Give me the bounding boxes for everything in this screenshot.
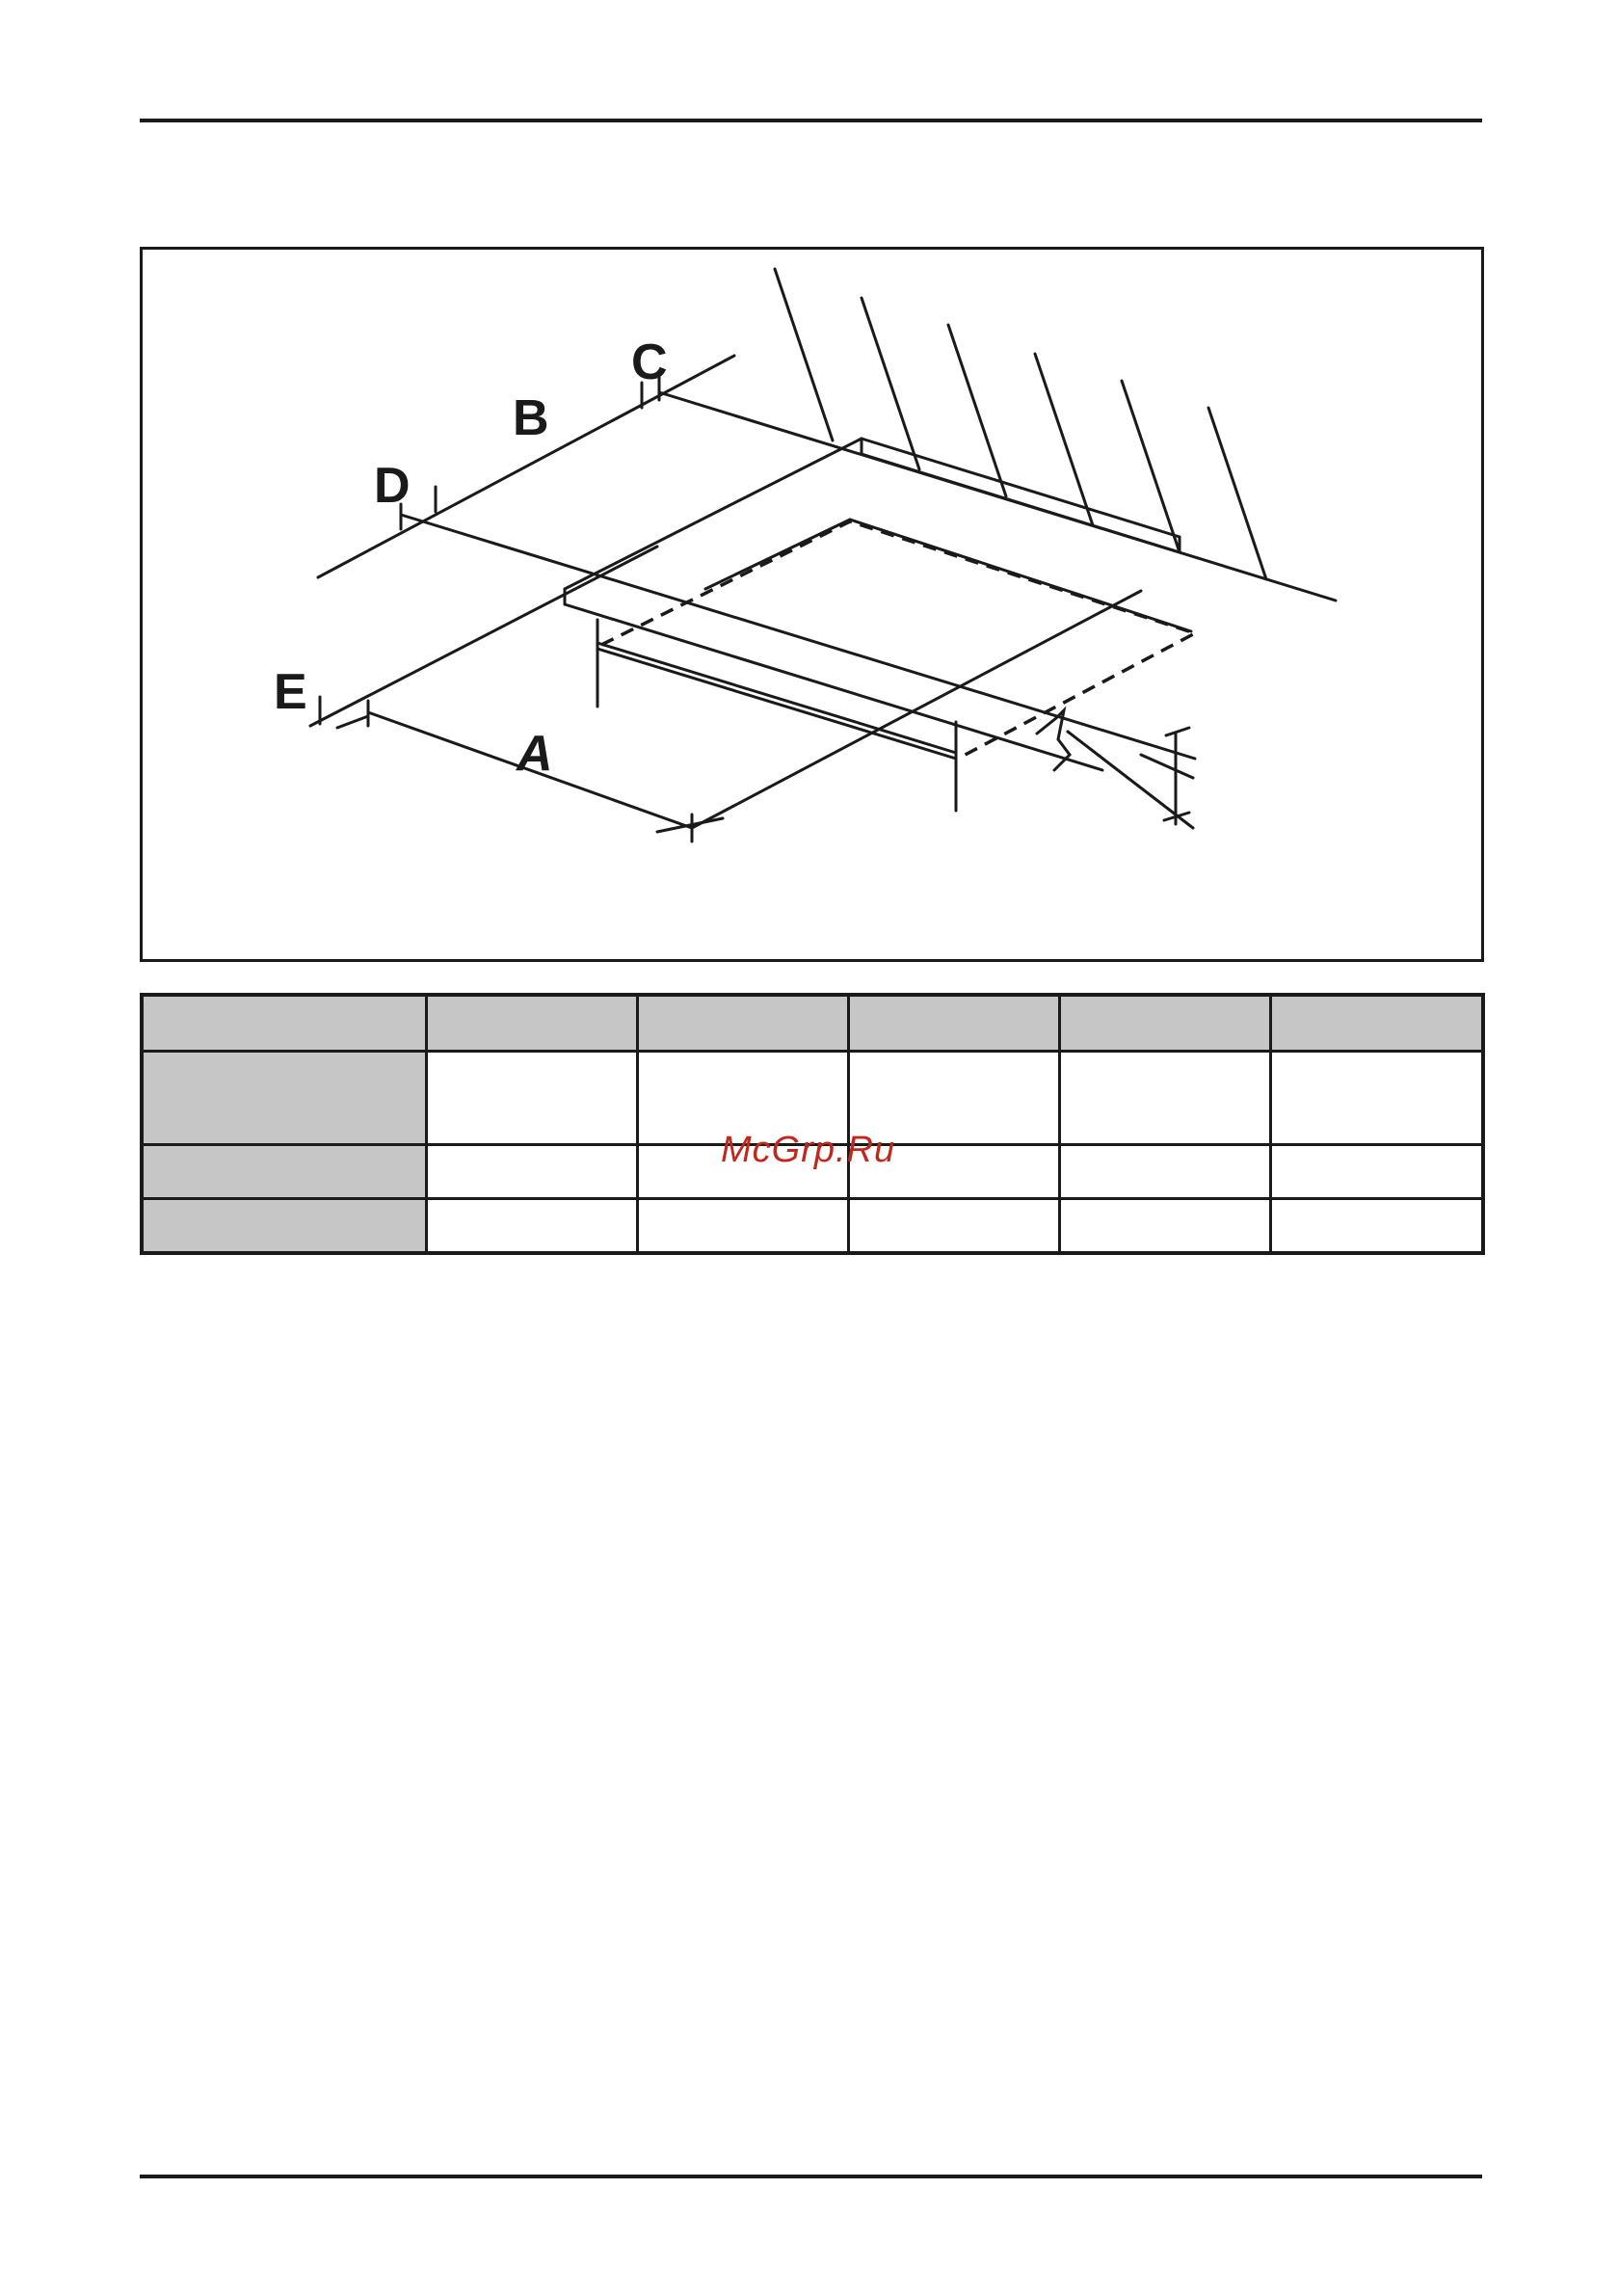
table-cell <box>1270 1051 1483 1144</box>
dimension-label-d: D <box>374 458 411 514</box>
table-header-row <box>142 995 1483 1051</box>
table-header-cell <box>1059 995 1270 1051</box>
table-row-header <box>142 1144 426 1198</box>
table-header-cell <box>848 995 1059 1051</box>
table-cell <box>426 1144 637 1198</box>
dimension-label-a: A <box>517 726 553 782</box>
diagram-drawing <box>143 250 1481 959</box>
table-header-cell <box>637 995 848 1051</box>
watermark: McGrp.Ru <box>721 1130 896 1170</box>
dimension-label-b: B <box>513 390 549 446</box>
table-cell <box>637 1199 848 1253</box>
table-cell <box>426 1051 637 1144</box>
table-cell <box>1270 1199 1483 1253</box>
table-cell <box>1059 1144 1270 1198</box>
table-header-cell <box>426 995 637 1051</box>
table-row-header <box>142 1051 426 1144</box>
table-header-cell <box>1270 995 1483 1051</box>
bottom-rule <box>140 2175 1482 2178</box>
dimension-label-c: C <box>631 334 668 390</box>
table-row-header <box>142 1199 426 1253</box>
table-cell <box>1059 1199 1270 1253</box>
table-cell <box>1270 1144 1483 1198</box>
table-row <box>142 1199 1483 1253</box>
table-header-cell <box>142 995 426 1051</box>
hob-installation-diagram <box>140 247 1484 962</box>
table-cell <box>1059 1051 1270 1144</box>
table-cell <box>426 1199 637 1253</box>
dimensions-table <box>140 993 1485 1255</box>
table-cell <box>848 1199 1059 1253</box>
top-rule <box>140 119 1482 122</box>
dimension-label-e: E <box>274 664 307 720</box>
